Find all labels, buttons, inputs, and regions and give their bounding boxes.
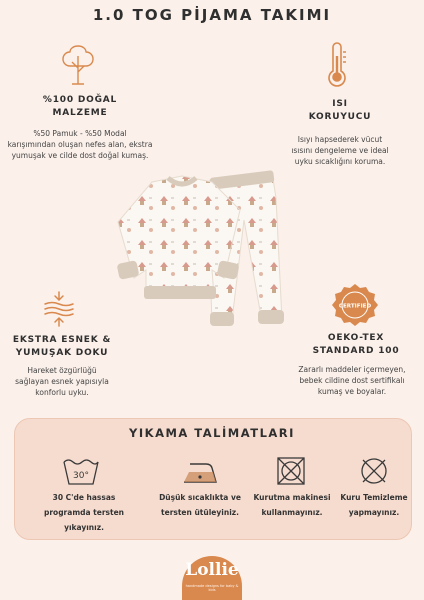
washing-title: YIKAMA TALİMATLARI (129, 426, 295, 440)
wash-item-label: Kuru Temizleme yapmayınız. (340, 493, 408, 517)
natural-text: %50 Pamuk - %50 Modal karışımından oluşan nefes alan, ekstra yumuşak ve cilde dost doğal kumaş. (7, 129, 153, 160)
oeko-title: OEKO-TEX STANDARD 100 (312, 333, 400, 356)
natural-title: %100 DOĞAL MALZEME (42, 95, 118, 118)
wash-item-label: Kurutma makinesi kullanmayınız. (253, 493, 331, 517)
certified-badge-text: CERTIFIED (338, 303, 372, 310)
no-dry-clean-icon (358, 456, 390, 486)
stretch-text: Hareket özgürlüğü sağlayan esnek yapısıyla konforlu uyku. (15, 366, 109, 397)
brand-logo: Lollie (185, 560, 239, 580)
tree-icon (58, 42, 98, 86)
oeko-text: Zararlı maddeler içermeyen, bebek cildine dost sertifikalı kumaş ve boyalar. (298, 365, 406, 396)
heat-text: Isıyı hapsederek vücut ısısını dengeleme ve ideal uyku sıcaklığını koruma. (291, 135, 389, 166)
pajama-set-image (112, 170, 308, 364)
stretch-arrows-icon (42, 290, 76, 328)
no-tumble-dry-icon (275, 456, 307, 486)
wash-30-icon (62, 456, 100, 486)
stretch-title: EKSTRA ESNEK & YUMUŞAK DOKU (12, 335, 112, 358)
wash-30-symbol: 30° (73, 471, 89, 481)
heat-title: ISI KORUYUCU (308, 99, 372, 122)
brand-tagline: handmade designs for baby & kids (185, 584, 239, 592)
page-title: 1.0 TOG PİJAMA TAKIMI (92, 6, 332, 24)
wash-item-label: Düşük sıcaklıkta ve tersten ütüleyiniz. (159, 493, 241, 517)
thermometer-icon (326, 42, 348, 88)
certified-badge-icon (332, 282, 378, 328)
iron-low-icon (180, 456, 220, 486)
wash-item-label: 30 C'de hassas programda tersten yıkayınız. (43, 493, 125, 532)
